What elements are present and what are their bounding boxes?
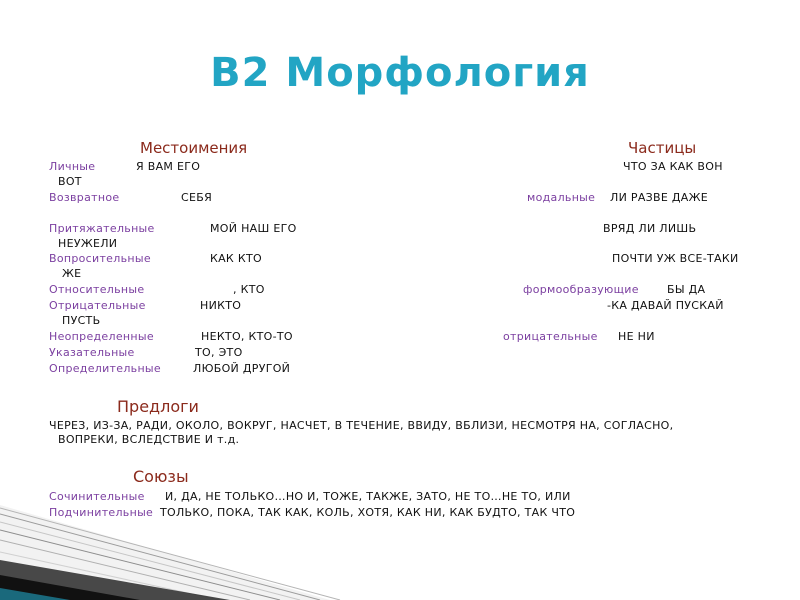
conjunction-value-subordinating: ТОЛЬКО, ПОКА, ТАК КАК, КОЛЬ, ХОТЯ, КАК НИ, КАК БУДТО, ТАК ЧТО xyxy=(160,506,576,519)
particle-line-6-wrap: ПУСТЬ xyxy=(62,314,101,327)
pronoun-value-interrogative: КАК КТО xyxy=(210,252,262,265)
particle-line-4-wrap: ЖЕ xyxy=(62,267,82,280)
pronoun-label-possessive: Притяжательные xyxy=(49,222,155,235)
pronoun-value-demonstrative: ТО, ЭТО xyxy=(195,346,243,359)
pronoun-value-relative: , КТО xyxy=(233,283,265,296)
particle-label-negative: отрицательные xyxy=(503,330,598,343)
pronoun-label-definitive: Определительные xyxy=(49,362,161,375)
conjunction-label-subordinating: Подчинительные xyxy=(49,506,154,519)
prepositions-line-1: ЧЕРЕЗ, ИЗ-ЗА, РАДИ, ОКОЛО, ВОКРУГ, НАСЧЕТ, В ТЕЧЕНИЕ, ВВИДУ, ВБЛИЗИ, НЕСМОТРЯ НА, СОГЛАСНО, xyxy=(49,419,674,432)
prepositions-line-2: ВОПРЕКИ, ВСЛЕДСТВИЕ И т.д. xyxy=(58,433,240,446)
pronoun-label-personal: Личные xyxy=(49,160,96,173)
particle-value-modal: ЛИ РАЗВЕ ДАЖЕ xyxy=(610,191,709,204)
page-title: В2 Морфология xyxy=(210,50,590,96)
pronoun-label-relative: Относительные xyxy=(49,283,145,296)
pronouns-heading: Местоимения xyxy=(140,139,248,157)
pronoun-value-negative: НИКТО xyxy=(200,299,242,312)
pronoun-label-reflexive: Возвратное xyxy=(49,191,120,204)
pronoun-label-negative: Отрицательные xyxy=(49,299,146,312)
conjunctions-heading: Союзы xyxy=(133,467,189,486)
particle-line-6: -КА ДАВАЙ ПУСКАЙ xyxy=(607,299,724,312)
conjunction-value-coordinating: И, ДА, НЕ ТОЛЬКО…НО И, ТОЖЕ, ТАКЖЕ, ЗАТО, НЕ ТО…НЕ ТО, ИЛИ xyxy=(165,490,571,503)
pronoun-value-indefinite: НЕКТО, КТО-ТО xyxy=(201,330,293,343)
particle-line-1-wrap: ВОТ xyxy=(58,175,82,188)
pronoun-label-demonstrative: Указательные xyxy=(49,346,135,359)
particles-heading: Частицы xyxy=(628,139,697,157)
particle-label-formative: формообразующие xyxy=(523,283,639,296)
prepositions-heading: Предлоги xyxy=(117,397,199,416)
pronoun-value-possessive: МОЙ НАШ ЕГО xyxy=(210,222,297,235)
particle-value-negative: НЕ НИ xyxy=(618,330,655,343)
pronoun-value-definitive: ЛЮБОЙ ДРУГОЙ xyxy=(193,362,291,375)
particle-line-3-wrap: НЕУЖЕЛИ xyxy=(58,237,118,250)
particle-line-1: ЧТО ЗА КАК ВОН xyxy=(623,160,723,173)
pronoun-label-indefinite: Неопределенные xyxy=(49,330,154,343)
particle-line-3: ВРЯД ЛИ ЛИШЬ xyxy=(603,222,697,235)
conjunction-label-coordinating: Сочинительные xyxy=(49,490,145,503)
pronoun-value-personal: Я ВАМ ЕГО xyxy=(136,160,201,173)
particle-line-4: ПОЧТИ УЖ ВСЕ-ТАКИ xyxy=(612,252,739,265)
pronoun-label-interrogative: Вопросительные xyxy=(49,252,151,265)
particle-value-formative: БЫ ДА xyxy=(667,283,706,296)
pronoun-value-reflexive: СЕБЯ xyxy=(181,191,213,204)
particle-label-modal: модальные xyxy=(527,191,596,204)
